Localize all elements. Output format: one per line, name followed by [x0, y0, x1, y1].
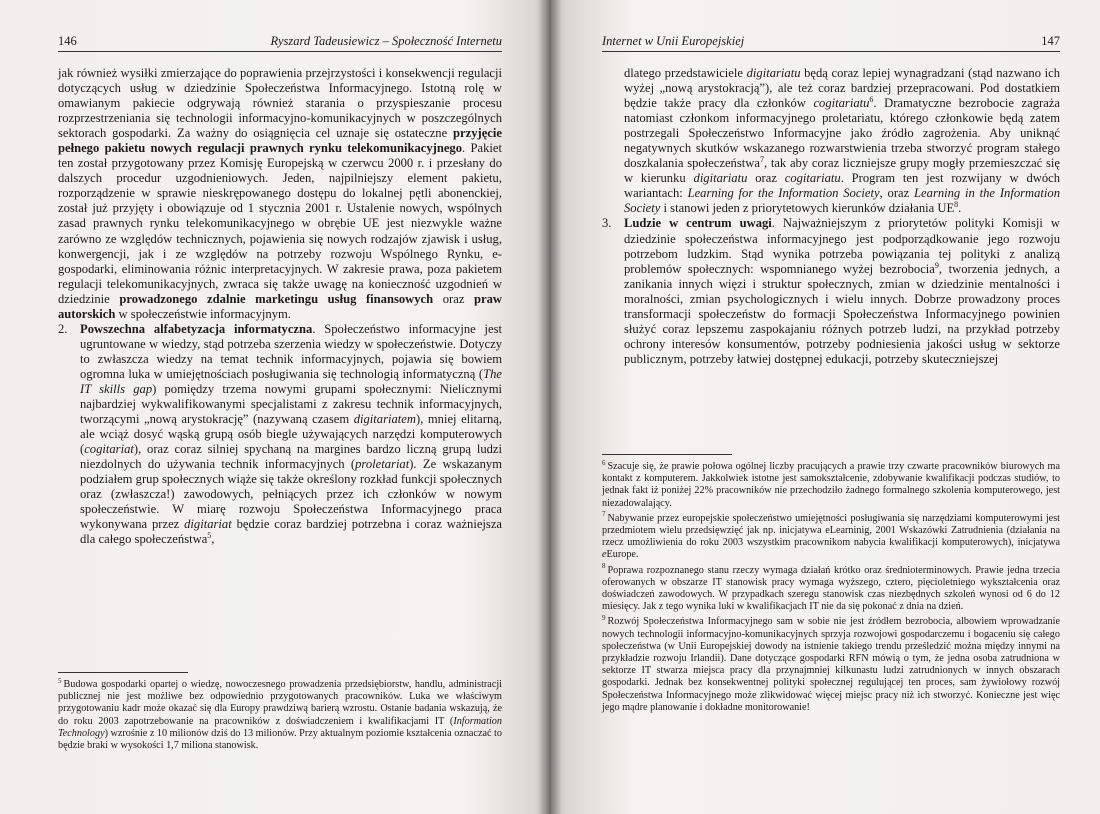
right-page	[550, 0, 1100, 814]
list-item-number: 2.	[58, 321, 68, 336]
footnote-ref-8[interactable]: 8	[954, 200, 959, 210]
footnote-7: $^7$ Nabywanie przez europejskie społeczeństwo umiejętności posługiwania się narzędziami komputerowymi jest przedmiotem wielu przedsięwzięć jak np. inicjatywa eLearninig, 2001 Wskazówki Zatrudnienia (działania na rzecz umożliwienia do roku 2003 wszystkim pracownikom nabycia kwalifikacji komputerowych), inicjatywa eEurope.	[602, 510, 1060, 561]
right-body-text	[602, 66, 1060, 367]
right-numbered-list	[602, 216, 1060, 366]
footnote-rule	[602, 454, 732, 455]
footnote-ref-5[interactable]: 5	[207, 531, 212, 541]
right-page-number: 147	[1041, 34, 1060, 48]
footnote-6: $^6$ Szacuje się, że prawie połowa ogólnej liczby pracujących a prawie trzy czwarte pracowników biurowych ma kontakt z komputerem. Jakkolwiek istotne jest samokształcenie, zdobywanie kwalifikacji podczas studiów, to jednak fakt iż poniżej 22% pracowników nie przechodziło żadnego formalnego szkolenia komputerowego, jest niezadowalający.	[602, 458, 1060, 509]
left-running-title: Ryszard Tadeusiewicz – Społeczność Internetu	[270, 34, 502, 48]
left-numbered-list	[58, 322, 502, 548]
left-page-number: 146	[58, 34, 77, 48]
footnote-ref-7[interactable]: 7	[759, 155, 764, 165]
book-gutter-shadow	[538, 0, 562, 814]
footnote-5: $^5$ Budowa gospodarki opartej o wiedzę, nowoczesnego prowadzenia przedsiębiorstw, handlu, administracji publicznej nie jest możliwe bez odpowiednio przygotowanych pracowników. Luka we właściwym przygotowaniu kadr może okazać się dla Europy prawdziwą barierą wzrostu. Ostanie badania wskazują, że do roku 2003 zapotrzebowanie na pracowników z doświadczeniem i kwalifikacjami IT (Information Technology) wzrośnie z 10 milionów dziś do 13 milionów. Przy aktualnym poziomie kształcenia oznaczać to będzie braki w wysokości 1,7 miliona stanowisk.	[58, 676, 502, 752]
footnote-ref-6[interactable]: 6	[869, 94, 874, 104]
list-item-3: 3. Ludzie w centrum uwagi. Najważniejszym z priorytetów polityki Komisji w dziedzinie społeczeństwa informacyjnego jest podporządkowanie jego rozwoju potrzebom ludzkim. Stąd wynika potrzeba powiązania tej polityki z analizą problemów społecznych: wspomnianego wyżej bezrobocia$^9$, tworzenia jednych, a zanikania innych więzi i struktur społecznych, zmian w dziedzinie mentalności i moralności, zmian psychologicznych i wielu innych. Dobrze prowadzony proces transformacji społeczeństw do formacji Społeczeństwa Informacyjnego powinien służyć coraz lepszemu zaspokajaniu różnych potrzeb ludzi, na przykład potrzeby ochrony interesów konsumentów, potrzeby podniesienia jakości usług w sektorze publicznym, potrzeby łatwiej dostępnej edukacji, potrzeby skuteczniejszej	[602, 216, 1060, 366]
left-body-text	[58, 66, 502, 548]
right-running-title: Internet w Unii Europejskiej	[602, 34, 745, 48]
footnote-9: $^9$ Rozwój Społeczeństwa Informacyjnego sam w sobie nie jest źródłem bezrobocia, albowiem wprowadzanie nowych technologii informacyjno-komunikacyjnych sprzyja rozwojowi gospodarczemu i bogaceniu się całego społeczeństwa (w Unii Europejskiej dowody na istnienie takiego trendu prześledzić można między innymi na przykładzie rozwoju Irlandii). Dane dotyczące gospodarki RFN mówią o tym, że jedna osoba zatrudniona w sektorze IT stwarza miejsca pracy dla przynajmniej kilkunastu ludzi zatrudnionych w innych obszarach gospodarki. Jednak bez konsekwentnej polityki społecznej regulującej ten proces, sam żywiołowy rozwój Społeczeństwa Informacyjnego może zlikwidować więcej miejsc pracy niż ich stworzyć. Konieczne jest więc jego mądre planowanie i dokładne monitorowanie!	[602, 614, 1060, 713]
right-footnotes	[602, 454, 1060, 717]
footnote-ref-9[interactable]: 9	[934, 260, 939, 270]
left-intro-paragraph: jak również wysiłki zmierzające do poprawienia przejrzystości i konsekwencji regulacji dotyczących usług w dziedzinie Społeczeństwa Informacyjnego. Istotną rolę w omawianym pakiecie odgrywają również starania o przyspieszanie procesu rozprzestrzeniania się technologii informacyjno-komunikacyjnych w poszczególnych sektorach gospodarki. Za ważny do osiągnięcia cel uznaje się ostateczne przyjęcie pełnego pakietu nowych regulacji prawnych rynku telekomunikacyjnego. Pakiet ten został przygotowany przez Komisję Europejską w czerwcu 2000 r. i przesłany do dalszych procedur uzgodnieniowych. Jeden, najpilniejszy element pakietu, rozporządzenie w sprawie nieskrępowanego dostępu do lokalnej pętli abonenckiej, został już przyjęty i obowiązuje od 1 stycznia 2001 r. Ustalenie nowych, wspólnych zasad prawnych rynku telekomunikacyjnego w obrębie UE jest niezwykle ważne zarówno ze względów technicznych, pojawienia się nowych rodzajów zjawisk i usług, konwergencji, jak i ze względów na potrzeby rozwoju Wspólnego Rynku, e-gospodarki, eliminowania różnic interpretacyjnych. W zakresie prawa, poza pakietem regulacji telekomunikacyjnych, zwraca się także uwagę na konieczność uzgodnień w dziedzinie prowadzonego zdalnie marketingu usług finansowych oraz praw autorskich w społeczeństwie informacyjnym.	[58, 66, 502, 321]
left-footnotes	[58, 672, 502, 755]
footnote-8: $^8$ Poprawa rozpoznanego stanu rzeczy wymaga działań krótko oraz średnioterminowych. Prawie jedna trzecia oferowanych w obszarze IT stanowisk pracy wymaga wyższego, cztero, pięcioletniego wykształcenia oraz doświadczeń zawodowych. W przypadkach szeregu stanowisk czas niezbędnych szkoleń wynosi od 6 do 12 miesięcy. Jak z tego wynika luki w kwalifikacjach IT nie da się pokonać z dnia na dzień.	[602, 562, 1060, 613]
right-continued-paragraph: dlatego przedstawiciele digitariatu będą coraz lepiej wynagradzani (stąd nazwano ich wyżej „nową arystokracją”), ale też coraz bardziej przepracowani. Pod dostatkiem będzie także pracy dla członków cogitariatu$^6$. Dramatyczne bezrobocie zagraża natomiast członkom informacyjnego proletariatu, którego członkowie będą zatem postrzegali Społeczeństwo Informacyjne jako źródło zagrożenia. Aby uniknąć negatywnych skutków wskazanego rozwarstwienia trzeba stworzyć program stałego doszkalania społeczeństwa$^7$, tak aby coraz liczniejsze grupy mogły przemieszczać się w kierunku digitariatu oraz cogitariatu. Program ten jest rozwijany w dwóch wariantach: Learning for the Information Society, oraz Learning in the Information Society i stanowi jeden z priorytetowych kierunków działania $UE^8$.	[624, 66, 1061, 216]
list-item-2: 2. Powszechna alfabetyzacja informatyczna. Społeczeństwo informacyjne jest ugruntowane w wiedzy, stąd potrzeba szerzenia wiedzy w społeczeństwie. Dotyczy to zwłaszcza wiedzy na temat technik informacyjnych, pojawia się bowiem ogromna luka w umiejętnościach posługiwania się technologią informatyczną (The IT skills gap) pomiędzy trzema nowymi grupami społecznymi: Nielicznymi najbardziej wykwalifikowanymi specjalistami z zakresu technik informacyjnych, tworzącymi „nową arystokrację” (nazywaną czasem digitariatem), mniej elitarną, ale wciąż dosyć wąską grupą osób biegle używających narzędzi komputerowych (cogitariat), oraz coraz silniej spychaną na margines bardzo liczną grupą ludzi niezdolnych do używania technik informacyjnych (proletariat). Ze wskazanym podziałem grup społecznych wiąże się także określony rozkład funkcji społecznych oraz (zwłaszcza!) zawodowych, pełniących przez ich członków w nowym społeczeństwie. W miarę rozwoju Społeczeństwa Informacyjnego praca wykonywana przez digitariat będzie coraz bardziej potrzebna i coraz ważniejsza dla całego społeczeństwa$^5$,	[58, 321, 503, 547]
right-running-head	[602, 34, 1060, 52]
left-running-head	[58, 34, 502, 52]
list-item-number: 3.	[602, 216, 612, 231]
footnote-rule	[58, 672, 188, 673]
